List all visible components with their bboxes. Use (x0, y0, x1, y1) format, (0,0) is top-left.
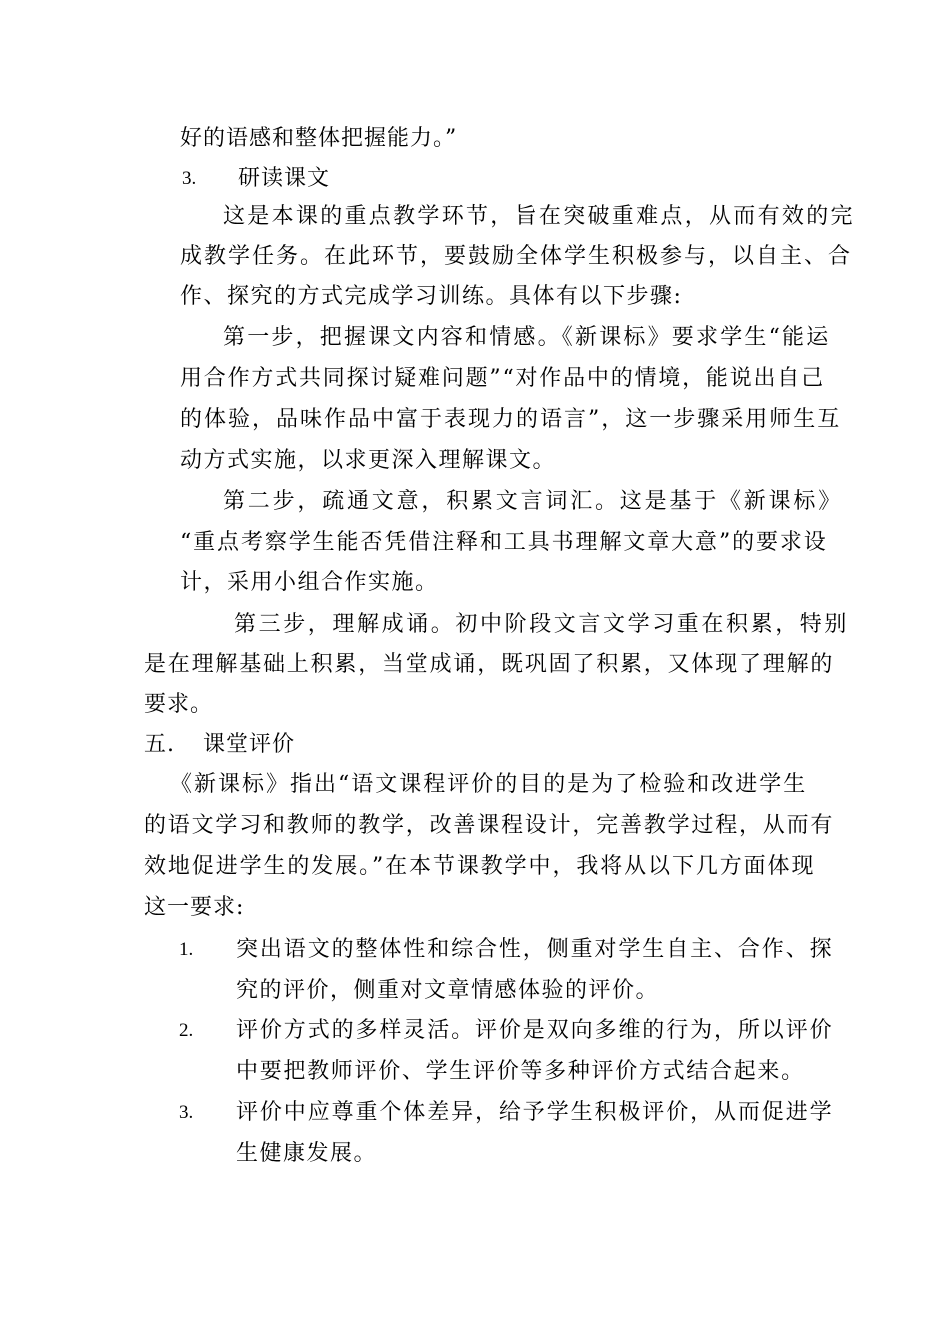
paragraph-line: 用合作方式共同探讨疑难问题”“对作品中的情境，能说出自己 (180, 366, 825, 391)
paragraph-line: 动方式实施，以求更深入理解课文。 (180, 448, 557, 473)
intro-line: 好的语感和整体把握能力。” (180, 126, 458, 151)
list-item-line: 生健康发展。 (236, 1141, 378, 1166)
section-5-number: 五. (144, 732, 175, 757)
paragraph-line: 《新课标》指出“语文课程评价的目的是为了检验和改进学生 (170, 772, 808, 797)
paragraph-line: 成教学任务。在此环节，要鼓励全体学生积极参与，以自主、合 (180, 244, 853, 269)
paragraph-line: 第三步，理解成诵。初中阶段文言文学习重在积累，特别 (234, 612, 850, 637)
paragraph-line: 这是本课的重点教学环节，旨在突破重难点，从而有效的完 (223, 204, 855, 229)
paragraph-line: 第一步，把握课文内容和情感。《新课标》要求学生“能运 (223, 325, 831, 350)
paragraph-line: 的体验，品味作品中富于表现力的语言”，这一步骤采用师生互 (180, 407, 842, 432)
paragraph-line: 效地促进学生的发展。”在本节课教学中，我将从以下几方面体现 (144, 854, 816, 879)
paragraph-line: 第二步，疏通文意，积累文言词汇。这是基于《新课标》 (223, 489, 844, 514)
list-item-line: 评价中应尊重个体差异，给予学生积极评价，从而促进学 (236, 1100, 834, 1125)
list-item-line: 评价方式的多样灵活。评价是双向多维的行为，所以评价 (236, 1018, 834, 1043)
paragraph-line: 的语文学习和教师的教学，改善课程设计，完善教学过程，从而有 (144, 813, 835, 838)
paragraph-line: “重点考察学生能否凭借注释和工具书理解文章大意”的要求设 (180, 530, 828, 555)
list-item-number: 2. (179, 1020, 194, 1041)
paragraph-line: 作、探究的方式完成学习训练。具体有以下步骤: (180, 284, 683, 309)
section-3-title: 研读课文 (238, 166, 331, 191)
paragraph-line: 计，采用小组合作实施。 (180, 570, 439, 595)
list-item-line: 究的评价，侧重对文章情感体验的评价。 (236, 978, 660, 1003)
list-item-number: 3. (179, 1102, 194, 1123)
section-5-title: 课堂评价 (203, 732, 296, 757)
list-item-line: 中要把教师评价、学生评价等多种评价方式结合起来。 (236, 1059, 805, 1084)
list-item-line: 突出语文的整体性和综合性，侧重对学生自主、合作、探 (236, 937, 834, 962)
paragraph-line: 要求。 (144, 692, 214, 717)
section-3-number: 3. (182, 168, 197, 189)
paragraph-line: 是在理解基础上积累，当堂成诵，既巩固了积累，又体现了理解的 (144, 652, 835, 677)
list-item-number: 1. (179, 939, 194, 960)
paragraph-line: 这一要求: (144, 895, 245, 920)
